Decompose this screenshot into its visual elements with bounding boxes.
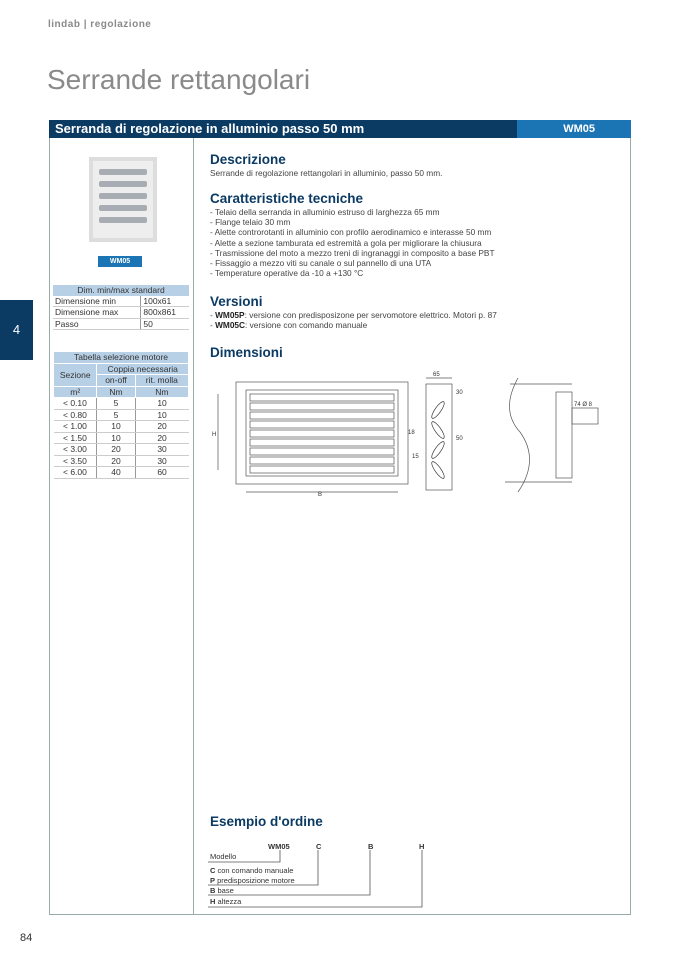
table-cell: 10 bbox=[97, 432, 135, 444]
table-cell: 20 bbox=[135, 421, 188, 433]
label-30: 30 bbox=[456, 390, 463, 396]
table-cell: 10 bbox=[97, 421, 135, 433]
blade bbox=[250, 394, 394, 401]
blade bbox=[250, 430, 394, 437]
label-h: H bbox=[212, 432, 217, 438]
motor-table bbox=[53, 351, 189, 479]
left-column bbox=[49, 138, 194, 915]
col-header: Coppia necessaria bbox=[97, 363, 189, 375]
blade bbox=[250, 439, 394, 446]
section-versioni: Versioni bbox=[210, 294, 263, 309]
table-cell: 40 bbox=[97, 467, 135, 479]
feature-item: - Telaio della serranda in alluminio estruso di larghezza 65 mm bbox=[210, 207, 440, 217]
col-header: rit. molla bbox=[135, 375, 188, 387]
label-15: 15 bbox=[412, 454, 419, 460]
versions-list bbox=[210, 310, 497, 330]
table-cell: < 1.50 bbox=[54, 432, 97, 444]
feature-item: - Temperature operative da -10 a +130 °C bbox=[210, 268, 364, 279]
table-row bbox=[54, 398, 189, 410]
product-tag: WM05 bbox=[98, 256, 142, 267]
blade bbox=[250, 412, 394, 419]
chapter-tab[interactable]: 4 bbox=[0, 300, 33, 360]
order-connector-lines bbox=[208, 850, 428, 910]
order-code: B bbox=[368, 842, 374, 851]
order-line: B base bbox=[210, 886, 234, 895]
blade bbox=[250, 457, 394, 464]
table-cell: 5 bbox=[97, 409, 135, 421]
order-modello: Modello bbox=[210, 852, 237, 861]
running-header: lindab | regolazione bbox=[48, 19, 152, 30]
product-code: WM05 bbox=[517, 120, 631, 138]
order-code: C bbox=[316, 842, 322, 851]
order-line: P predisposizione motore bbox=[210, 876, 295, 885]
order-code: WM05 bbox=[268, 842, 290, 851]
product-title-bar bbox=[49, 120, 631, 138]
table-cell: 10 bbox=[135, 409, 188, 421]
table-cell: 10 bbox=[135, 398, 188, 410]
label-50: 50 bbox=[456, 436, 463, 442]
section-descrizione: Descrizione bbox=[210, 152, 286, 167]
order-code: H bbox=[419, 842, 425, 851]
blade bbox=[250, 421, 394, 428]
table-row: Passo 50 bbox=[53, 318, 189, 330]
unit: m² bbox=[54, 386, 97, 398]
table-cell: < 0.80 bbox=[54, 409, 97, 421]
feature-item: - Flange telaio 30 mm bbox=[210, 217, 291, 228]
blade bbox=[250, 466, 394, 473]
blade bbox=[250, 403, 394, 410]
version-item: - WM05P: versione con predisposizone per servomotore elettrico. Motori p. 87 bbox=[210, 310, 497, 320]
dimension-table bbox=[53, 285, 189, 330]
product-title: Serranda di regolazione in alluminio passo 50 mm bbox=[55, 121, 365, 136]
description-text: Serrande di regolazione rettangolari in alluminio, passo 50 mm. bbox=[210, 168, 443, 178]
section-caratteristiche: Caratteristiche tecniche bbox=[210, 191, 364, 206]
label-shaft: 74 Ø 8 bbox=[574, 402, 593, 408]
table-cell: < 6.00 bbox=[54, 467, 97, 479]
table-cell: < 0.10 bbox=[54, 398, 97, 410]
unit: Nm bbox=[135, 386, 188, 398]
section-ordine: Esempio d'ordine bbox=[210, 814, 323, 829]
order-line: H altezza bbox=[210, 897, 242, 906]
feature-item: - Alette a sezione tamburata ed estremità a gola per migliorare la chiusura bbox=[210, 237, 482, 248]
col-header: on-off bbox=[97, 375, 135, 387]
product-image bbox=[89, 157, 157, 242]
table-row: Dimensione max 800x861 bbox=[53, 307, 189, 319]
table-row bbox=[54, 444, 189, 456]
table-cell: 30 bbox=[135, 455, 188, 467]
table-cell: 60 bbox=[135, 467, 188, 479]
table-cell: 30 bbox=[135, 444, 188, 456]
table-title: Dim. min/max standard bbox=[53, 285, 189, 296]
table-row bbox=[54, 455, 189, 467]
table-cell: < 3.00 bbox=[54, 444, 97, 456]
label-b: B bbox=[318, 492, 323, 498]
label-65: 65 bbox=[433, 372, 440, 378]
table-title: Tabella selezione motore bbox=[54, 352, 189, 364]
version-code: WM05P bbox=[215, 310, 245, 320]
blade bbox=[250, 448, 394, 455]
table-row bbox=[54, 409, 189, 421]
table-cell: 20 bbox=[97, 444, 135, 456]
features-list bbox=[210, 207, 495, 278]
table-row bbox=[54, 421, 189, 433]
order-line: C con comando manuale bbox=[210, 866, 294, 875]
table-cell: 5 bbox=[97, 398, 135, 410]
section-dimensioni: Dimensioni bbox=[210, 345, 283, 360]
version-code: WM05C bbox=[215, 320, 246, 331]
col-header: Sezione bbox=[54, 363, 97, 386]
version-text: : versione con comando manuale bbox=[245, 320, 368, 331]
table-row: Dimensione min 100x61 bbox=[53, 296, 189, 307]
page-number: 84 bbox=[20, 932, 33, 944]
table-cell: < 3.50 bbox=[54, 455, 97, 467]
table-cell: 20 bbox=[135, 432, 188, 444]
feature-item: - Trasmissione del moto a mezzo treni di ingranaggi in composito a base PBT bbox=[210, 247, 495, 258]
table-cell: 20 bbox=[97, 455, 135, 467]
feature-item: - Fissaggio a mezzo viti su canale o sul pannello di una UTA bbox=[210, 258, 432, 269]
feature-item: - Alette controrotanti in alluminio con profilo aerodinamico e interasse 50 mm bbox=[210, 227, 492, 238]
table-row bbox=[54, 467, 189, 479]
unit: Nm bbox=[97, 386, 135, 398]
page-title: Serrande rettangolari bbox=[47, 64, 311, 95]
version-item: - WM05C: versione con comando manuale bbox=[210, 320, 368, 331]
label-18: 18 bbox=[408, 430, 415, 436]
table-row bbox=[54, 432, 189, 444]
dimension-drawing bbox=[200, 370, 620, 500]
table-cell: < 1.00 bbox=[54, 421, 97, 433]
version-text: : versione con predisposizone per servomotore elettrico. Motori p. 87 bbox=[244, 310, 497, 320]
